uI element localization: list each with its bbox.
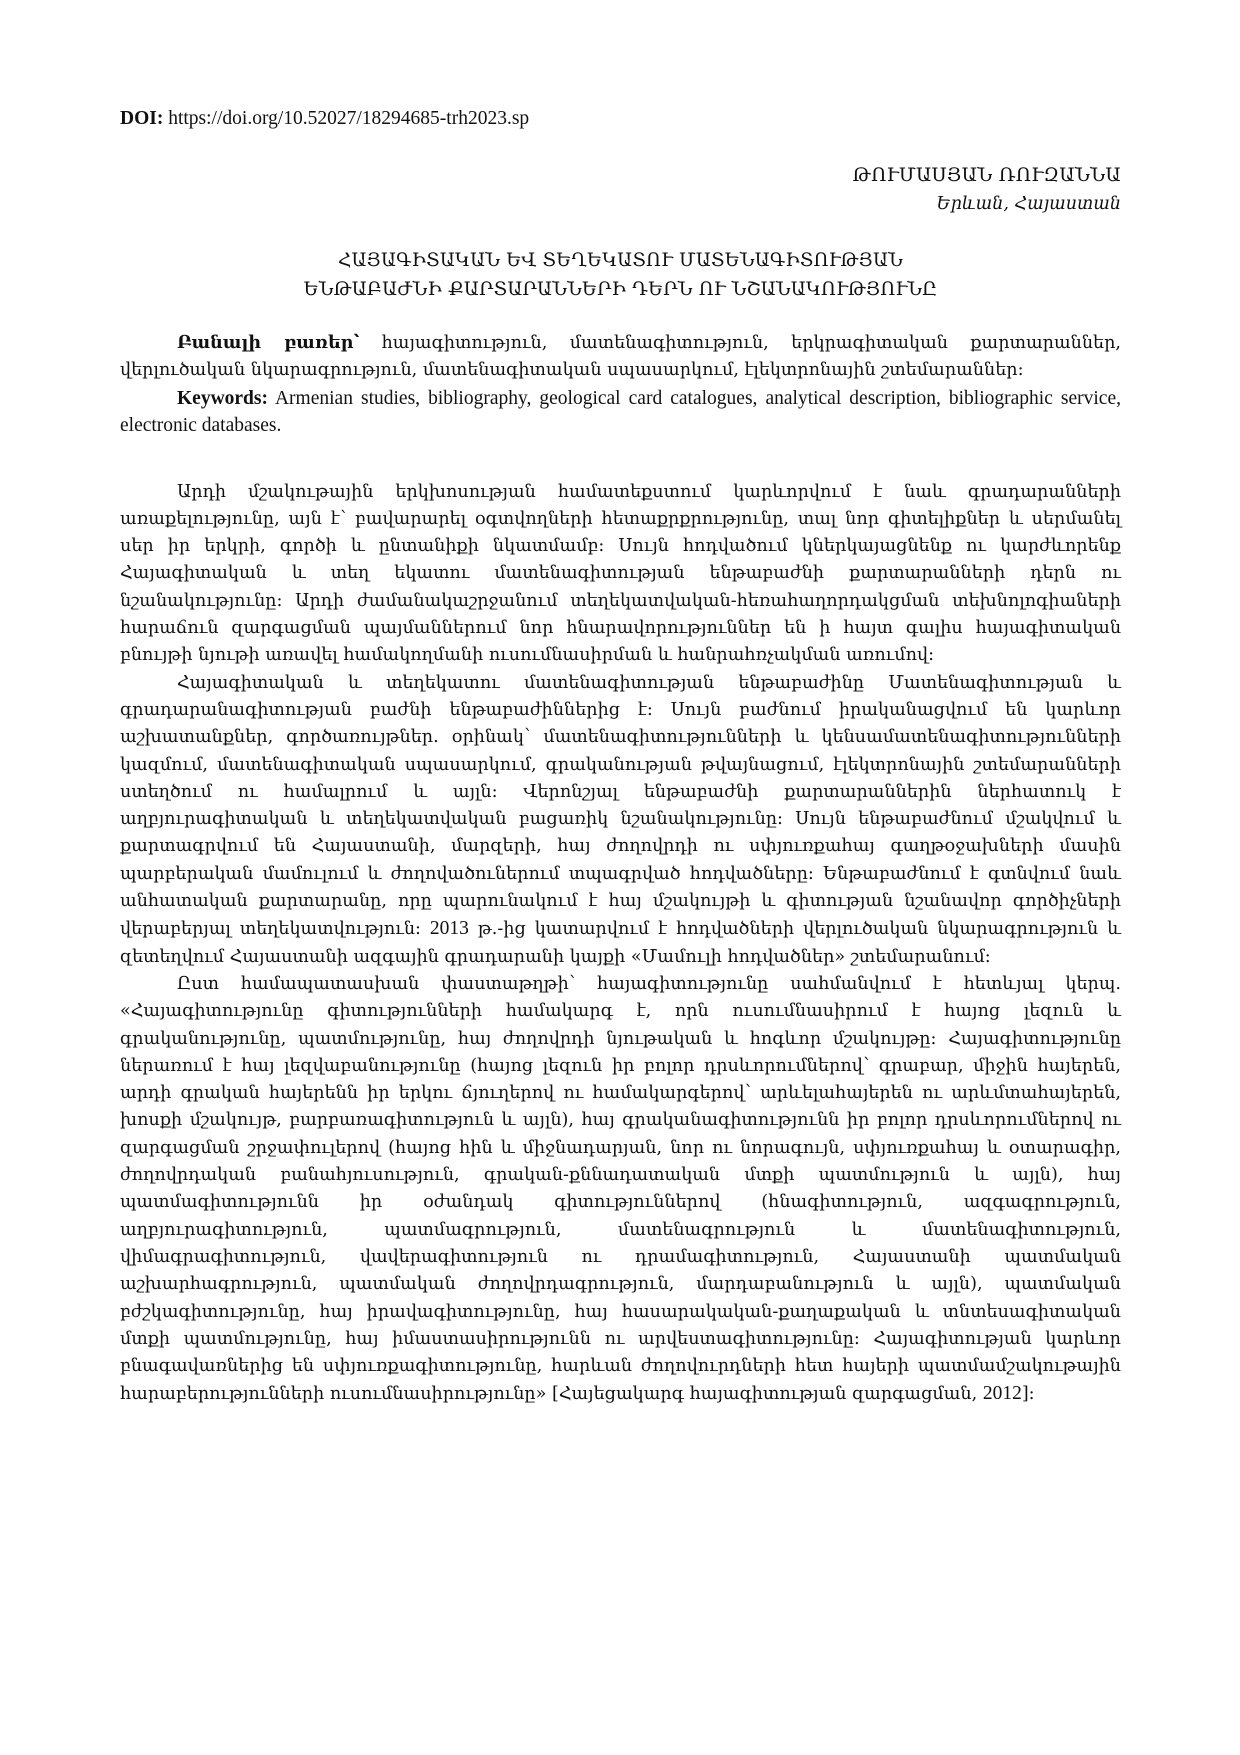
keywords-armenian-text: հայագիտություն, մատենագիտություն, երկրագիտական քարտարաններ, վերլուծական նկարագրություն, մատենագիտական սպասարկում, էլեկտրոնային շտեմարաններ:	[120, 333, 1121, 381]
keywords-armenian	[120, 329, 1121, 385]
article-title	[120, 246, 1121, 304]
paragraph-2-text-a: Հայագիտական և տեղեկատու մատենագիտության ենթաբաժինը Մատենագիտության և գրադարանագիտության բաժնի ենթաբաժիններից է: Սույն բաժնում իրականացվում են կարևոր աշխատանքներ, գործառույթներ. օրինակ՝ մատենագիտությունների և կենսամատենագիտությունների կազմում, մատենագիտական սպասարկում, գրականության թվայնացում, էլեկտրոնային շտեմարանների ստեղծում ու համալրում և այլն: Վերոնշյալ ենթաբաժնի քարտարաններին ներհատուկ է աղբյուրագիտական և տեղեկատվական բացառիկ նշանակությունը: Սույն ենթաբաժնում մշակվում և քարտագրվում են Հայաստանի, մարզերի, հայ ժողովրդի ու սփյուռքահայ գաղթօջախների մասին պարբերական մամուլում և ժողովածուներում տպագրված հոդվածները: Ենթաբաժնում է գտնվում նաև անհատական քարտարանը, որը պարունակում է հայ մշակույթի և գիտության նշանավոր գործիչների վերաբերյալ տեղեկատվություն:	[120, 672, 1121, 940]
paragraph-1: Արդի մշակութային երկխոսության համատեքստում կարևորվում է նաև գրադարանների առաքելությունը, այն է՝ բավարարել օգտվողների հետաքրքրությունը, տալ նոր գիտելիքներ և սերմանել սեր իր երկրի, գործի և ընտանիքի նկատմամբ: Սույն հոդվածում կներկայացնենք ու կարժևորենք Հայագիտական և տեղ եկատու մատենագիտության ենթաբաժնի քարտարանների դերն ու նշանակությունը: Արդի ժամանակաշրջանում տեղեկատվական-հեռահաղորդակցման տեխնոլոգիաների հարաճուն զարգացման պայմաններում նոր հնարավորություններ են ի հայտ գալիս հայագիտական բնույթի նյութի առավել համակողմանի ուսումնասիրման և հանրահռչակման առումով:	[120, 481, 1121, 666]
paragraph-2-text-b: թ.-ից կատարվում է հոդվածների վերլուծական նկարագրություն և զետեղվում Հայաստանի ազգային գրադարանի կայքի «Մամուլի հոդվածներ» շտեմարանում:	[120, 919, 1121, 967]
doi-link[interactable]: https://doi.org/10.52027/18294685-trh2023.sp	[163, 108, 530, 129]
paragraph-2	[120, 670, 1121, 971]
doi-line	[120, 108, 1121, 130]
paragraph-3	[120, 971, 1121, 1409]
doi-label: DOI:	[120, 108, 164, 129]
keywords-armenian-label: Բանալի բառեր՝	[177, 332, 360, 353]
keywords-english-label: Keywords:	[177, 387, 268, 409]
title-line-1: ՀԱՅԱԳԻՏԱԿԱՆ ԵՎ ՏԵՂԵԿԱՏՈՒ ՄԱՏԵՆԱԳԻՏՈՒԹՅԱՆ	[337, 250, 904, 271]
paragraph-3-year: 2012	[982, 1383, 1022, 1405]
title-line-2: ԵՆԹԱԲԱԺՆԻ ՔԱՐՏԱՐԱՆՆԵՐԻ ԴԵՐՆ ՈՒ ՆՇԱՆԱԿՈՒԹՅՈՒՆԸ	[303, 279, 938, 300]
keywords-english-text: Armenian studies, bibliography, geological card catalogues, analytical description, bibliographic service, electronic databases.	[120, 387, 1121, 436]
paragraph-2-year: 2013	[429, 918, 469, 940]
keywords-english	[120, 385, 1121, 439]
author-place: Երևան, Հայաստան	[936, 194, 1121, 214]
author-name: ԹՈՒՄԱՍՅԱՆ ՌՈՒԶԱՆՆԱ	[852, 164, 1121, 186]
document-page	[120, 108, 1121, 1409]
paragraph-3-text-a: Ըստ համապատասխան փաստաթղթի՝ հայագիտությունը սահմանվում է հետևյալ կերպ. «Հայագիտությունը գիտությունների համակարգ է, որն ուսումնասիրում է հայոց լեզուն և գրականությունը, պատմությունը, հայ ժողովրդի նյութական և հոգևոր մշակույթը: Հայագիտությունը ներառում է հայ լեզվաբանությունը (հայոց լեզուն իր բոլոր դրսևորումներով՝ գրաբար, միջին հայերեն, արդի գրական հայերենն իր երկու ճյուղերով ու համակարգերով՝ արևելահայերեն ու արևմտահայերեն, խոսքի մշակույթ, բարբառագիտություն և այլն), հայ գրականագիտությունն իր բոլոր դրսևորումներով ու զարգացման շրջափուլերով (հայոց հին և միջնադարյան, նոր ու նորագույն, սփյուռքահայ և օտարագիր, ժողովրդական բանահյուսություն, գրական-քննադատական մտքի պատմություն և այլն), հայ պատմագիտությունն իր օժանդակ գիտություններով (հնագիտություն, ազգագրություն, աղբյուրագիտություն, պատմագրություն, մատենագրություն և մատենագիտություն, վիմագրագիտություն, վավերագիտություն ու դրամագիտություն, Հայաստանի պատմական աշխարհագրություն, պատմական ժողովրդագրություն, մարդաբանություն և այլն), պատմական բժշկագիտությունը, հայ իրավագիտությունը, հայ հասարակական-քաղաքական և տնտեսագիտական մտքի պատմությունը, հայ իմաստասիրությունն ու արվեստագիտությունը: Հայագիտության կարևոր բնագավառներից են սփյուռքագիտությունը, հարևան ժողովուրդների հետ հայերի պատմամշակութային հարաբերությունների ուսումնասիրությունը» [Հայեցակարգ հայագիտության զարգացման,	[120, 973, 1121, 1405]
paragraph-3-text-b: ]:	[1021, 1384, 1035, 1405]
